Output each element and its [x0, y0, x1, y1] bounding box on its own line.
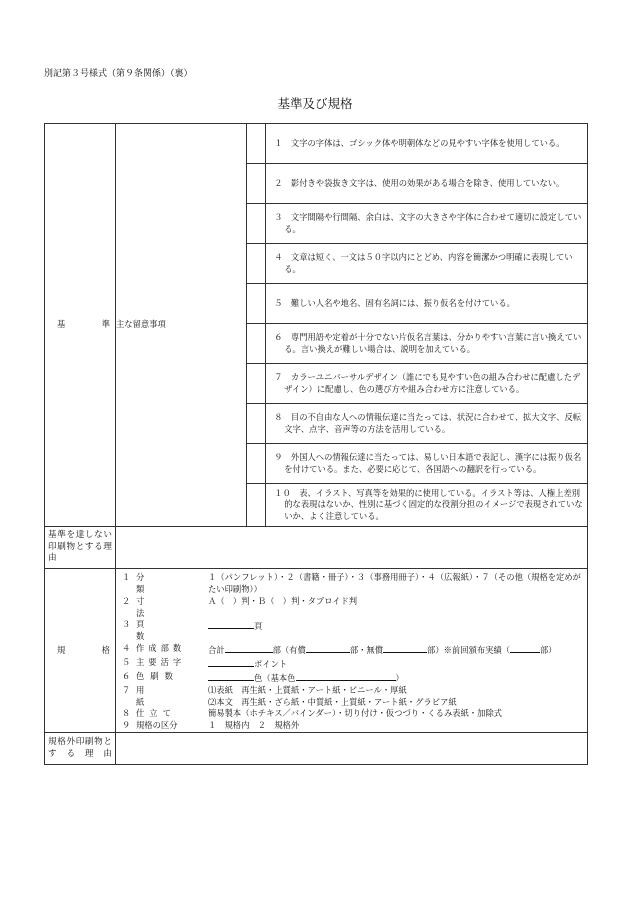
- criterion-item: ５ 難しい人名や地名、固有名詞には、振り仮名を付けている。: [266, 284, 588, 324]
- kikaku-row: [45, 569, 588, 733]
- spec-row-colors: ６ 色刷数 色（基本色 ）: [116, 671, 587, 685]
- kijun-label: 基 準: [57, 319, 110, 330]
- spec-name: 仕立て: [136, 708, 176, 719]
- check-cell[interactable]: [247, 124, 266, 164]
- check-cell[interactable]: [247, 204, 266, 244]
- criterion-item: １０ 表、イラスト、写真等を効果的に使用している。イラスト等は、人権上差別的な表現はないか、性別に基づく固定的な役割分担のイメージで表現されていないか、よく注意している。: [266, 484, 588, 527]
- check-cell[interactable]: [247, 324, 266, 364]
- reason2-label: 規格外印刷物とする理由: [48, 737, 112, 759]
- form-number-note: 別記第３号様式（第９条関係）（裏）: [44, 69, 193, 79]
- criterion-item: ２ 影付きや袋抜き文字は、使用の効果がある場合を除き、使用していない。: [266, 164, 588, 204]
- spec-name: 作成部数: [136, 643, 186, 654]
- kijun-sublabel: 主な留意事項: [116, 124, 247, 527]
- reason2-value[interactable]: [116, 733, 588, 765]
- spec-value: ⑴表紙 再生紙・上質紙・アート紙・ビニール・厚紙 ⑵本文 再生紙・ざら紙・中質紙・上質紙・アート紙・グラビア紙: [208, 684, 457, 707]
- reason1-label: 基準を達しない印刷物とする理由: [48, 530, 112, 564]
- copies-total-blank[interactable]: [225, 643, 273, 653]
- spec-value: 頁: [202, 619, 587, 643]
- check-cell[interactable]: [247, 484, 266, 527]
- kijun-row-1: [45, 124, 588, 164]
- spec-name: 主要活字: [136, 657, 186, 668]
- spec-value: 合計 部（有償 部・無償 部）※前回頒布実績（ 部）: [208, 645, 557, 656]
- reason1-value[interactable]: [116, 527, 588, 569]
- criterion-item: ８ 目の不自由な人への情報伝達に当たっては、状況に合わせて、拡大文字、反転文字、点字、音声等の方法を活用している。: [266, 404, 588, 444]
- spec-value: １ 規格内 ２ 規格外: [208, 720, 300, 731]
- check-cell[interactable]: [247, 404, 266, 444]
- reason1-label-cell: [45, 527, 116, 569]
- spec-value: 色（基本色 ）: [202, 671, 587, 685]
- reason-row-1: [45, 527, 588, 569]
- check-cell[interactable]: [247, 244, 266, 284]
- spec-name-split: [136, 572, 196, 596]
- reason2-label-cell: [45, 733, 116, 765]
- check-cell[interactable]: [247, 164, 266, 204]
- spec-row-category: ９ 規格の区分 １ 規格内 ２ 規格外: [116, 720, 587, 732]
- spec-value: １（パンフレット）・２（書籍・冊子）・３（事務用冊子）・４（広報紙）・７（その他（規格を定めがたい印刷物））: [208, 572, 581, 594]
- spec-row-font: ５ 主要活字 ポイント: [116, 657, 587, 671]
- spec-name: 規格の区分: [136, 720, 178, 731]
- pages-blank[interactable]: [208, 619, 254, 629]
- spec-value: Ａ（ ）判・Ｂ（ ）判・タブロイド判: [208, 595, 358, 606]
- spec-name: 用紙: [136, 684, 169, 707]
- spec-row-paper: ７ 用紙 ⑴表紙 再生紙・上質紙・アート紙・ビニール・厚紙 ⑵本文 再生紙・ざら紙・中質紙・上質紙・アート紙・グラビア紙: [116, 685, 587, 709]
- criterion-item: ４ 文章は短く、一文は５０字以内にとどめ、内容を簡潔かつ明確に表現している。: [266, 244, 588, 284]
- check-cell[interactable]: [247, 284, 266, 324]
- spec-row-size: ２ 寸法 Ａ（ ）判・Ｂ（ ）判・タブロイド判: [116, 596, 587, 620]
- base-color-blank[interactable]: [296, 671, 396, 681]
- reason-row-2: [45, 733, 588, 765]
- font-point-blank[interactable]: [208, 657, 254, 667]
- spec-name: 色刷数: [136, 670, 179, 681]
- copies-free-blank[interactable]: [383, 643, 427, 653]
- criterion-item: ９ 外国人への情報伝達に当たっては、易しい日本語で表記し、漢字には振り仮名を付けている。また、必要に応じて、各国語への翻訳を行っている。: [266, 444, 588, 484]
- previous-record-blank[interactable]: [510, 643, 540, 653]
- spec-table: [116, 572, 587, 732]
- kikaku-label: 規 格: [57, 644, 110, 655]
- spec-row-classification: １ 分類 １（パンフレット）・２（書籍・冊子）・３（事務用冊子）・４（広報紙）・７（その他（規格を定めがたい印刷物））: [116, 572, 587, 596]
- spec-name: 頁数: [136, 619, 169, 642]
- kikaku-label-cell: [45, 569, 116, 733]
- kijun-label-cell: [45, 124, 116, 527]
- spec-cell: [116, 569, 588, 733]
- standards-table: [44, 123, 588, 765]
- check-cell[interactable]: [247, 444, 266, 484]
- spec-name: 分類: [136, 572, 169, 594]
- spec-row-pages: ３ 頁数 頁: [116, 619, 587, 643]
- color-count-blank[interactable]: [208, 671, 254, 681]
- spec-row-copies: ４ 作成部数 合計 部（有償 部・無償 部）※前回頒布実績（ 部）: [116, 643, 587, 657]
- check-cell[interactable]: [247, 364, 266, 404]
- criterion-item: １ 文字の字体は、ゴシック体や明朝体などの見やすい字体を使用している。: [266, 124, 588, 164]
- spec-name: 寸法: [136, 595, 169, 618]
- copies-paid-blank[interactable]: [306, 643, 350, 653]
- criterion-item: ７ カラーユニバーサルデザイン（誰にでも見やすい色の組み合わせに配慮したデザイン）に配慮し、色の選び方や組み合わせ方に注意している。: [266, 364, 588, 404]
- spec-row-binding: ８ 仕立て 簡易製本（ホチキス／バインダー）・切り付け・仮つづり・くるみ表紙・加除式: [116, 708, 587, 720]
- spec-value: ポイント: [202, 657, 587, 671]
- criterion-item: ６ 専門用語や定着が十分でない片仮名言葉は、分かりやすい言葉に言い換えている。言い換えが難しい場合は、説明を加えている。: [266, 324, 588, 364]
- document-title: 基準及び規格: [277, 96, 353, 111]
- criterion-item: ３ 文字間隔や行間隔、余白は、文字の大きさや字体に合わせて適切に設定している。: [266, 204, 588, 244]
- spec-value: 簡易製本（ホチキス／バインダー）・切り付け・仮つづり・くるみ表紙・加除式: [208, 708, 503, 719]
